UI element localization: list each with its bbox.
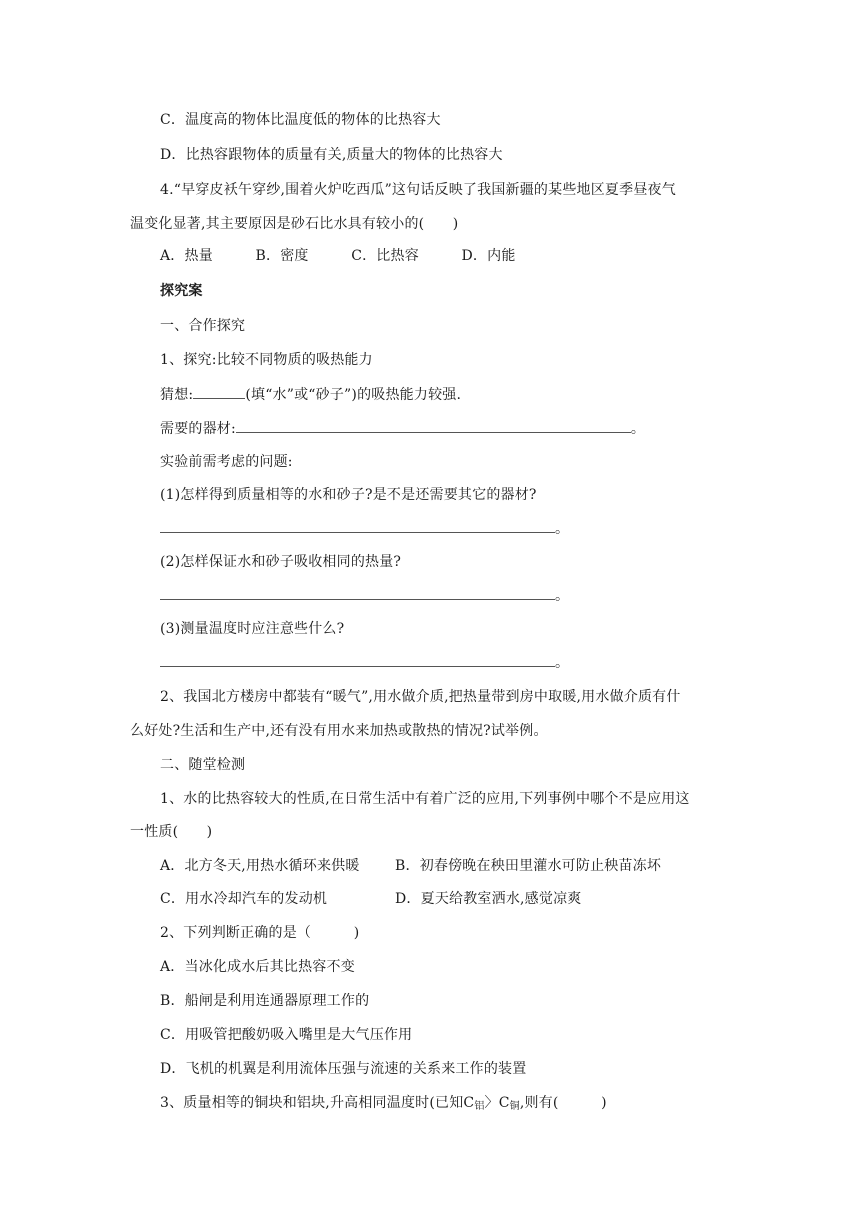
answer-line-2: [160, 585, 569, 606]
test-2-question: 2、下列判断正确的是（ ): [160, 925, 360, 941]
answer-period-3: 。: [555, 655, 570, 671]
guess-blank[interactable]: [193, 384, 245, 399]
question-4-options: A．热量 B．密度 C．比热容 D．内能: [160, 248, 516, 264]
question-4-line2: 温变化显著,其主要原因是砂石比水具有较小的( ): [130, 216, 459, 232]
guess-line: [160, 384, 461, 405]
equipment-blank[interactable]: [236, 418, 631, 433]
inquiry-2-line2: 么好处?生活和生产中,还有没有用水来加热或散热的情况?试举例。: [130, 723, 548, 739]
equipment-line: [160, 418, 645, 439]
test-2-option-b: B．船闸是利用连通器原理工作的: [160, 993, 370, 1009]
test-1-option-b: B．初春傍晚在秧田里灌水可防止秧苗冻坏: [395, 858, 662, 874]
option-c-q3: C．温度高的物体比温度低的物体的比热容大: [160, 112, 441, 128]
guess-label: 猜想:: [160, 387, 194, 403]
test-2-option-a: A．当冰化成水后其比热容不变: [160, 959, 355, 975]
answer-blank-3[interactable]: [160, 652, 555, 667]
section-title: 探究案: [160, 283, 203, 299]
test-1-option-a: A．北方冬天,用热水循环来供暖: [160, 858, 360, 874]
heading-in-class-test: 二、随堂检测: [160, 757, 246, 773]
answer-period-2: 。: [555, 588, 570, 604]
heading-cooperative-inquiry: 一、合作探究: [160, 318, 246, 334]
answer-line-1: [160, 518, 569, 539]
subquestion-1: (1)怎样得到质量相等的水和砂子?是不是还需要其它的器材?: [160, 487, 537, 503]
guess-hint: (填“水”或“砂子”)的吸热能力较强.: [245, 387, 462, 403]
test-2-option-c: C．用吸管把酸奶吸入嘴里是大气压作用: [160, 1027, 413, 1043]
test-3-subscript-copper: 铜: [509, 1101, 520, 1112]
considerations-heading: 实验前需考虑的问题:: [160, 454, 293, 470]
test-1-option-c: C．用水冷却汽车的发动机: [160, 891, 328, 907]
question-4-line1: 4.“早穿皮袄午穿纱,围着火炉吃西瓜”这句话反映了我国新疆的某些地区夏季昼夜气: [160, 182, 676, 198]
test-3-question: [160, 1093, 607, 1117]
test-3-text-end: ,则有( ): [519, 1095, 607, 1111]
equipment-label: 需要的器材:: [160, 421, 236, 437]
equipment-period: 。: [630, 421, 646, 437]
option-d-q3: D．比热容跟物体的质量有关,质量大的物体的比热容大: [160, 147, 503, 163]
inquiry-2-line1: 2、我国北方楼房中都装有“暖气”,用水做介质,把热量带到房中取暖,用水做介质有什: [160, 689, 681, 705]
test-1-line2: 一性质( ): [130, 824, 213, 840]
subquestion-3: (3)测量温度时应注意些什么?: [160, 621, 345, 637]
test-1-line1: 1、水的比热容较大的性质,在日常生活中有着广泛的应用,下列事例中哪个不是应用这: [160, 791, 690, 807]
inquiry-1-title: 1、探究:比较不同物质的吸热能力: [160, 352, 373, 368]
test-3-text-mid: 〉C: [484, 1095, 510, 1111]
answer-blank-2[interactable]: [160, 585, 555, 600]
answer-blank-1[interactable]: [160, 518, 555, 533]
answer-line-3: [160, 652, 569, 673]
test-3-text-start: 3、质量相等的铜块和铝块,升高相同温度时(已知C: [160, 1095, 475, 1111]
test-2-option-d: D．飞机的机翼是利用流体压强与流速的关系来工作的装置: [160, 1061, 527, 1077]
answer-period-1: 。: [555, 521, 570, 537]
subquestion-2: (2)怎样保证水和砂子吸收相同的热量?: [160, 554, 402, 570]
test-1-option-d: D．夏天给教室洒水,感觉凉爽: [395, 891, 582, 907]
test-3-subscript-aluminum: 铝: [474, 1101, 485, 1112]
